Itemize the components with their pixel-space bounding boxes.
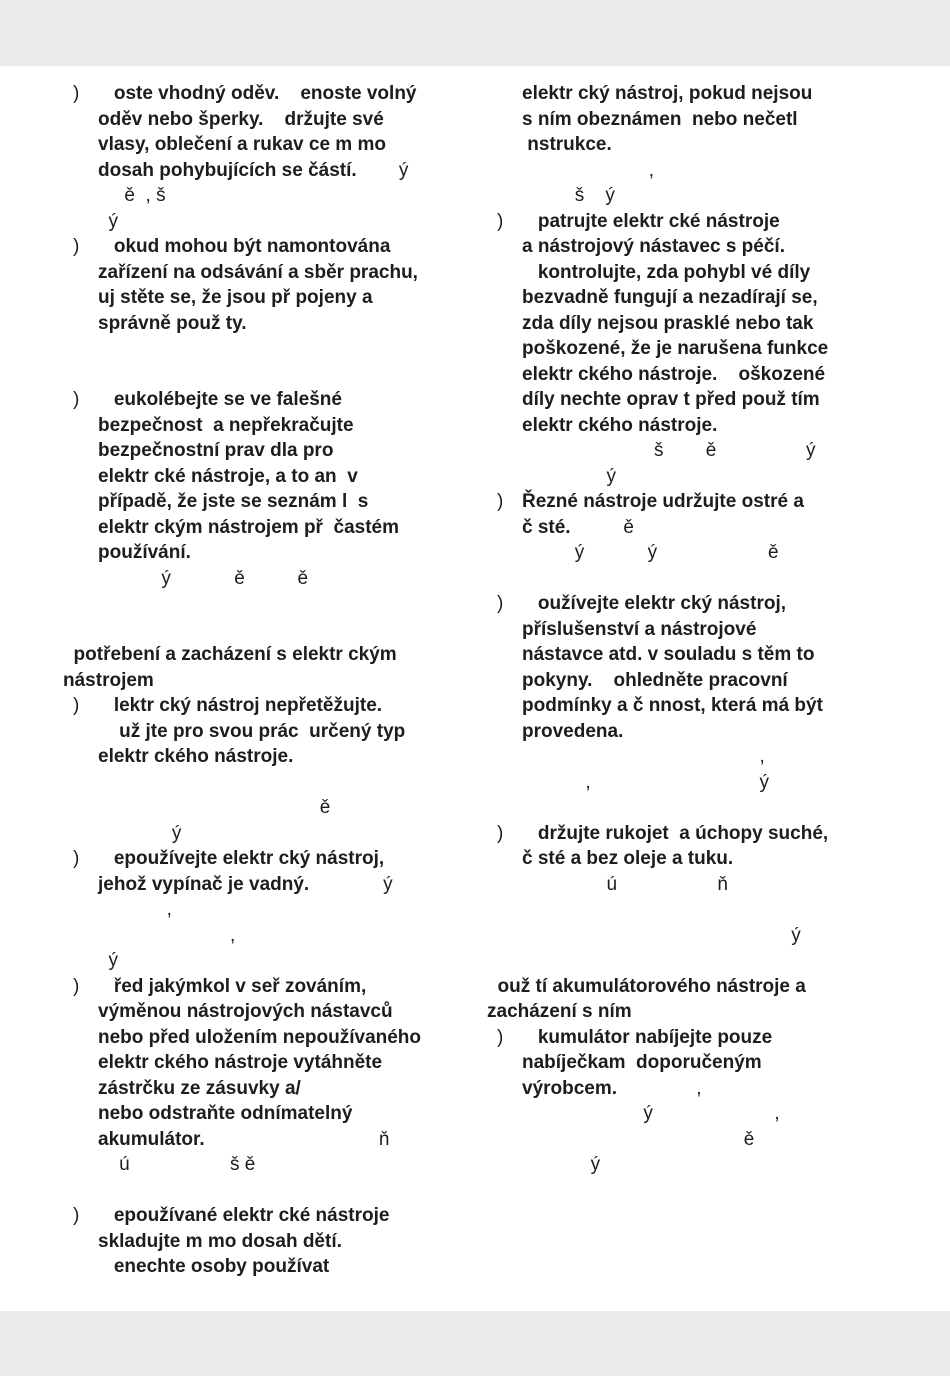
text-line: ý [522,465,616,487]
text-line: elektr ckého nástroje. oškozené [522,363,826,385]
text-line: správně použ ty. [98,312,247,334]
text-line: uj stěte se, že jsou př pojeny a [98,287,373,308]
item-marker: ) [497,1026,504,1048]
text-line: ý [522,924,801,946]
section-heading [487,948,897,1025]
text-line: epoužívejte elektr cký nástroj, [98,848,385,869]
text-line: ě [98,797,331,818]
instruction-item [487,821,897,949]
text-line: š ě ý [522,440,816,461]
text-line: poškozené, že je narušena funkce [522,338,829,359]
text-line: ý , [522,1103,780,1124]
text-line: už jte pro svou prác určený typ [98,720,406,742]
text-line [487,948,897,974]
text-line: , [522,159,654,181]
text-line [522,566,897,592]
text-line: používání. [98,542,191,563]
text-line: okud mohou být namontována [98,236,391,257]
right-column [487,81,897,1178]
instruction-item [487,209,897,490]
text-line: zda díly nejsou prasklé nebo tak [522,312,814,334]
text-line: jehož vypínač je vadný. ý [98,873,393,895]
item-marker: ) [497,822,504,844]
instruction-item [63,81,463,234]
item-marker: ) [497,491,504,512]
instruction-item [63,693,463,846]
text-line [98,336,463,362]
text-line: ý [98,950,119,971]
text-line: potřebení a zacházení s elektr ckým [63,644,397,665]
text-line: epoužívané elektr cké nástroje [98,1205,390,1226]
text-line: ouž tí akumulátorového nástroje a [487,975,806,997]
instruction-item [63,1203,463,1280]
text-line: a nástrojový nástavec s péčí. [522,236,785,257]
text-line: elektr ckého nástroje vytáhněte [98,1052,383,1073]
item-marker: ) [73,848,80,869]
bottom-band [0,1311,950,1376]
text-line: kumulátor nabíjejte pouze [522,1026,773,1048]
text-line: oužívejte elektr cký nástroj, [522,593,786,614]
text-line [522,897,897,923]
text-line: ú š ě [98,1154,256,1175]
text-line: č sté a bez oleje a tuku. [522,848,734,869]
text-line: elektr cké nástroje, a to an v [98,465,358,487]
text-line: elektr ckým nástrojem př častém [98,516,399,538]
text-line: , [98,924,236,946]
text-line: , [98,899,172,920]
text-line: dosah pohybujících se částí. ý [98,159,409,181]
left-column [63,81,463,1280]
text-line: , [522,746,765,767]
item-marker: ) [73,695,80,716]
text-line [63,617,463,643]
text-line: Řezné nástroje udržujte ostré a [522,491,804,512]
text-line: elektr cký nástroj, pokud nejsou [522,83,813,104]
text-line: vlasy, oblečení a rukav ce m mo [98,134,386,155]
item-marker: ) [73,975,80,997]
text-line [522,795,897,821]
text-line: skladujte m mo dosah dětí. [98,1230,342,1252]
text-line: ý ě ě [98,567,309,589]
text-line: nástrojem [63,669,154,691]
item-marker: ) [497,210,504,232]
text-line: akumulátor. ň [98,1128,390,1150]
text-line: enechte osoby používat [98,1256,330,1277]
text-line: bezpečnost a nepřekračujte [98,414,354,436]
text-line [98,362,463,388]
text-line: ě , š [98,185,166,206]
text-line: ú ň [522,873,728,895]
text-line: elektr ckého nástroje. [98,746,294,767]
text-line: patrujte elektr cké nástroje [522,210,780,232]
text-line: zařízení na odsávání a sběr prachu, [98,261,418,283]
text-line: řed jakýmkol v seř zováním, [98,975,367,997]
text-line: zacházení s ním [487,1001,632,1022]
text-line: oste vhodný oděv. enoste volný [98,83,417,104]
text-line: lektr cký nástroj nepřetěžujte. [98,695,383,716]
text-line: oděv nebo šperky. držujte své [98,108,384,130]
text-line: zástrčku ze zásuvky a/ [98,1077,301,1099]
instruction-item [487,81,897,209]
text-line: eukolébejte se ve falešné [98,389,342,410]
item-marker: ) [73,83,80,104]
top-band [0,0,950,66]
text-line: ý [522,1154,601,1175]
text-line: pokyny. ohledněte pracovní [522,669,788,691]
item-marker: ) [73,389,80,410]
text-line: ý [98,822,182,844]
text-line: výrobcem. , [522,1077,702,1099]
text-line: díly nechte oprav t před použ tím [522,389,820,410]
text-line: š ý [522,185,615,206]
text-line: nstrukce. [522,134,612,155]
text-line [98,1178,463,1204]
text-line: nabíječkam doporučeným [522,1052,762,1073]
instruction-item [487,489,897,591]
text-line: bezpečnostní prav dla pro [98,440,334,461]
instruction-item [487,591,897,821]
section-heading [63,617,463,694]
instruction-item [63,846,463,974]
text-line: provedena. [522,720,624,742]
text-line [98,591,463,617]
instruction-item [63,387,463,617]
text-line: výměnou nástrojových nástavců [98,1001,393,1022]
text-line: nebo odstraňte odnímatelný [98,1103,353,1124]
text-line: ě [522,1128,755,1150]
text-line: ý [98,210,119,232]
text-line: podmínky a č nnost, která má být [522,695,823,716]
item-marker: ) [73,1205,80,1226]
text-line [98,770,463,796]
item-marker: ) [497,593,504,614]
instruction-item [63,974,463,1204]
text-line: , ý [522,771,770,793]
text-line: držujte rukojet a úchopy suché, [522,822,829,844]
text-line: případě, že jste se seznám l s [98,491,369,512]
text-line: kontrolujte, zda pohybl vé díly [522,261,811,283]
text-line: ý ý ě [522,542,779,563]
text-line: bezvadně fungují a nezadírají se, [522,287,818,308]
text-line: elektr ckého nástroje. [522,414,718,436]
text-line: č sté. ě [522,516,634,538]
item-marker: ) [73,236,80,257]
text-line: příslušenství a nástrojové [522,618,757,640]
instruction-item [487,1025,897,1178]
text-line: nástavce atd. v souladu s těm to [522,644,815,665]
instruction-item [63,234,463,387]
text-line: nebo před uložením nepoužívaného [98,1026,422,1048]
text-line: s ním obeznámen nebo nečetl [522,108,798,130]
